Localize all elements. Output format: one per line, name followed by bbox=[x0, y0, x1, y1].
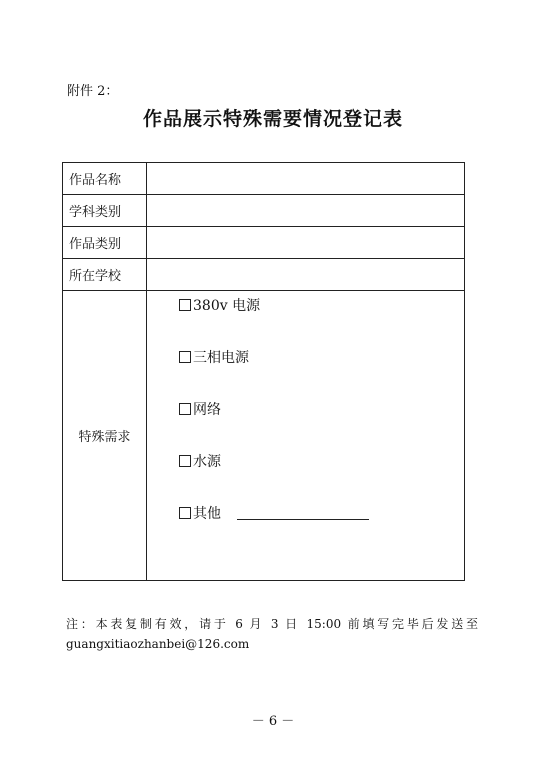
row-label: 作品名称 bbox=[63, 163, 147, 195]
special-needs-label: 特殊需求 bbox=[63, 291, 147, 581]
registration-form-table bbox=[62, 162, 465, 581]
option-label: 380v 电源 bbox=[193, 298, 261, 314]
checkbox-icon[interactable] bbox=[179, 507, 191, 519]
option-water[interactable] bbox=[179, 451, 458, 503]
page-number: － 6 － bbox=[251, 714, 295, 729]
other-fill-in-line[interactable] bbox=[237, 503, 369, 520]
special-needs-options bbox=[147, 291, 465, 581]
option-network[interactable] bbox=[179, 399, 458, 451]
work-name-field[interactable] bbox=[147, 163, 465, 195]
row-label: 作品类别 bbox=[63, 227, 147, 259]
school-field[interactable] bbox=[147, 259, 465, 291]
checkbox-icon[interactable] bbox=[179, 351, 191, 363]
option-380v-power[interactable] bbox=[179, 295, 458, 347]
form-row-work-category bbox=[63, 227, 465, 259]
form-title: 作品展示特殊需要情况登记表 bbox=[142, 108, 403, 130]
option-other[interactable] bbox=[179, 503, 458, 555]
option-label: 水源 bbox=[193, 454, 221, 470]
checkbox-icon[interactable] bbox=[179, 299, 191, 311]
form-row-work-name bbox=[63, 163, 465, 195]
note-line-1: 注：本表复制有效，请于 6 月 3 日 15:00 前填写完毕后发送至 bbox=[66, 617, 478, 631]
row-label: 所在学校 bbox=[63, 259, 147, 291]
form-row-school bbox=[63, 259, 465, 291]
subject-category-field[interactable] bbox=[147, 195, 465, 227]
form-row-special-needs bbox=[63, 291, 465, 581]
checkbox-icon[interactable] bbox=[179, 455, 191, 467]
form-row-subject-category bbox=[63, 195, 465, 227]
attachment-label: 附件 2： bbox=[67, 84, 119, 99]
note-email: guangxitiaozhanbei@126.com bbox=[66, 637, 250, 651]
option-label: 三相电源 bbox=[193, 350, 249, 366]
option-label: 其他 bbox=[193, 506, 221, 522]
option-three-phase-power[interactable] bbox=[179, 347, 458, 399]
work-category-field[interactable] bbox=[147, 227, 465, 259]
checkbox-icon[interactable] bbox=[179, 403, 191, 415]
note bbox=[66, 614, 478, 654]
option-label: 网络 bbox=[193, 402, 221, 418]
row-label: 学科类别 bbox=[63, 195, 147, 227]
